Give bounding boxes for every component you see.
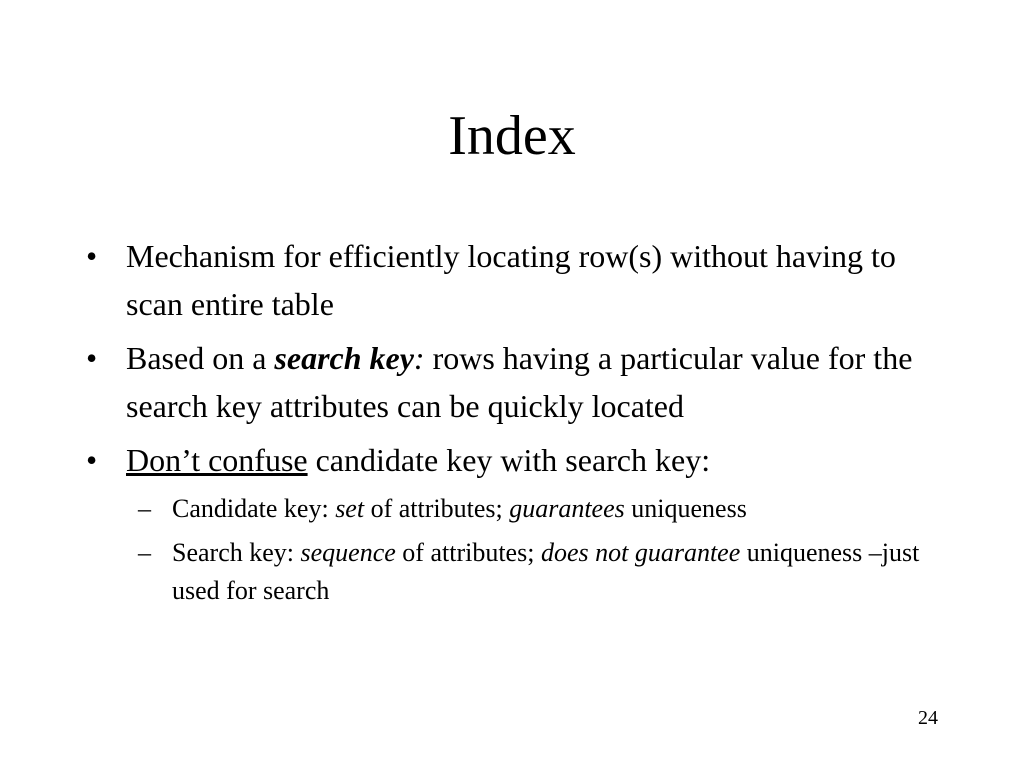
- italic-text: does not guarantee: [540, 538, 741, 567]
- sub-bullet-text: uniqueness: [624, 494, 747, 523]
- bullet-marker: •: [86, 442, 98, 478]
- bullet-text-suffix: rows having a particular value for the search key attributes can be quickly located: [126, 340, 913, 424]
- bullet-text: Mechanism for efficiently locating row(s) without having to scan entire table: [126, 238, 896, 322]
- underlined-text: Don’t confuse: [126, 442, 308, 478]
- slide-content: [80, 232, 950, 616]
- italic-text: set: [335, 494, 365, 523]
- italic-text: sequence: [300, 538, 396, 567]
- page-number: 24: [918, 707, 938, 729]
- sub-bullet-text: of attributes;: [395, 538, 541, 567]
- sub-bullet-text: uniqueness –just used for search: [172, 538, 920, 605]
- sub-bullet-item: [80, 490, 950, 528]
- emphasis-colon: :: [413, 340, 425, 376]
- bullet-text-prefix: Based on a: [126, 340, 275, 376]
- sub-bullet-text: Search key:: [172, 538, 301, 567]
- bullet-text-suffix: candidate key with search key:: [307, 442, 711, 478]
- bullet-item: [80, 436, 950, 484]
- sub-bullet-marker: –: [138, 538, 151, 567]
- bullet-marker: •: [86, 340, 98, 376]
- bullet-item: [80, 232, 950, 328]
- slide-title: Index: [448, 105, 576, 167]
- search-key-emphasis: search key: [274, 340, 414, 376]
- sub-bullet-text: of attributes;: [364, 494, 510, 523]
- sub-bullet-item: [80, 534, 950, 610]
- sub-bullet-marker: –: [138, 494, 151, 523]
- italic-text: guarantees: [509, 494, 625, 523]
- sub-bullet-text: Candidate key:: [172, 494, 336, 523]
- bullet-marker: •: [86, 238, 98, 274]
- bullet-item: [80, 334, 950, 430]
